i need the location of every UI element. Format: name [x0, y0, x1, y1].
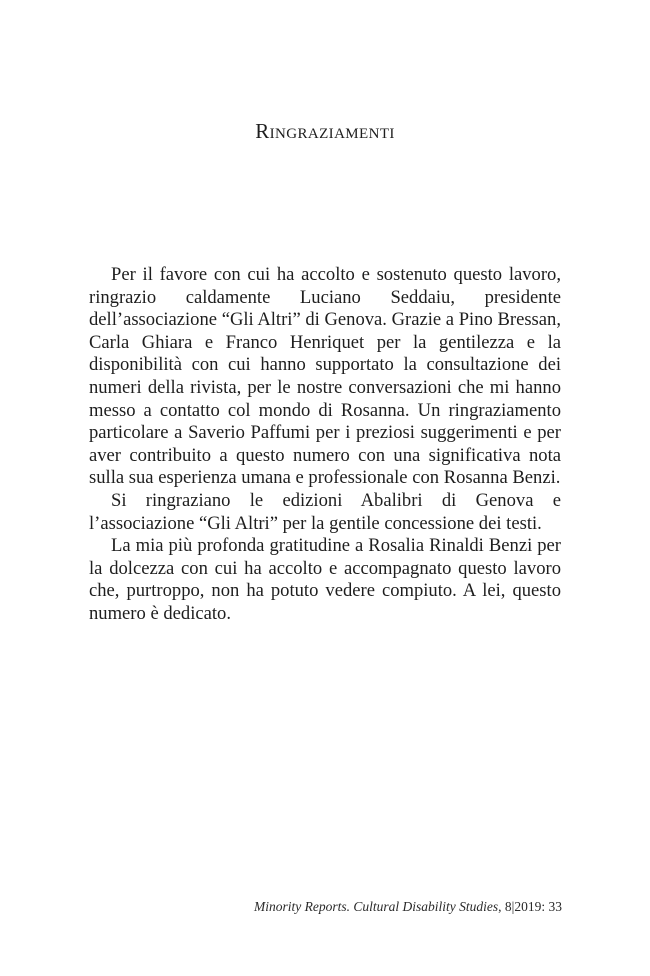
paragraph-acknowledgments-2: Si ringraziano le edizioni Abalibri di Genova e l’associazione “Gli Altri” per la gentile concessione dei testi. [89, 489, 561, 534]
paragraph-acknowledgments-1: Per il favore con cui ha accolto e sostenuto questo lavoro, ringrazio caldamente Luciano Seddaiu, presidente dell’associazione “Gli Altri” di Genova. Grazie a Pino Bressan, Carla Ghiara e Franco Henriquet per la gentilezza e la disponibilità con cui hanno supportato la consultazione dei numeri della rivista, per le nostre conversazioni che mi hanno messo a contatto col mondo di Rosanna. Un ringraziamento particolare a Saverio Paffumi per i preziosi suggerimenti e per aver contribuito a questo numero con una significativa nota sulla sua esperienza umana e professionale con Rosanna Benzi. [89, 264, 561, 489]
body-text [89, 264, 561, 626]
paragraph-acknowledgments-3: La mia più profonda gratitudine a Rosalia Rinaldi Benzi per la dolcezza con cui ha accolto e accompagnato questo lavoro che, purtroppo, non ha potuto vedere compiuto. A lei, questo numero è dedicato. [89, 535, 561, 624]
page-footer [254, 899, 562, 915]
footer-journal-name: Minority Reports. Cultural Disability Studies [254, 899, 499, 914]
page-title: Ringraziamenti [255, 119, 395, 143]
footer-issue-page: , 8|2019: 33 [498, 899, 562, 914]
